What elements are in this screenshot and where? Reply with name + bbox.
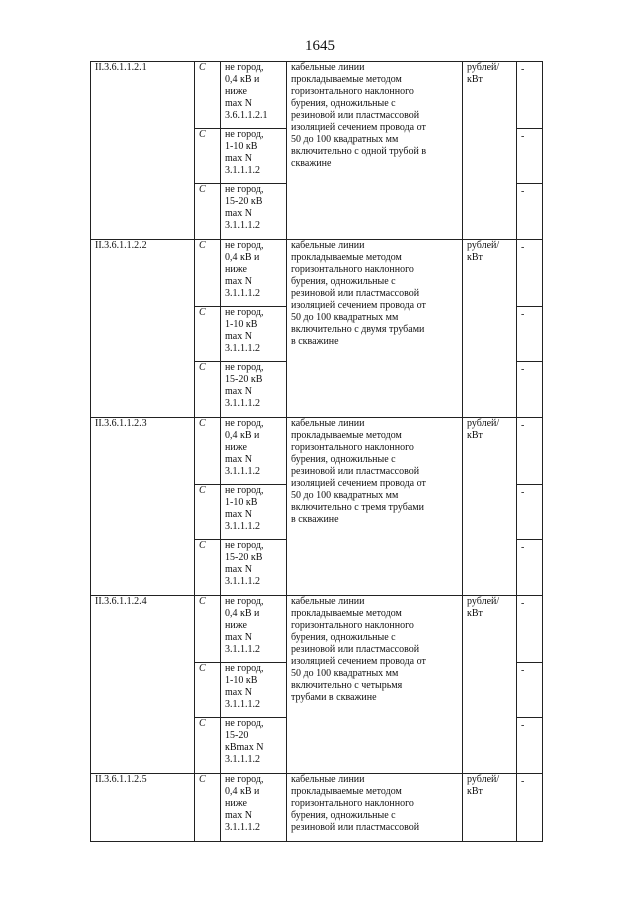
table-row — [91, 596, 543, 663]
description-line: трубами в скважине — [291, 692, 377, 703]
voltage-cell — [221, 540, 287, 596]
page-number: 1645 — [305, 38, 335, 54]
description-line: в скважине — [291, 336, 339, 347]
unit-cell — [463, 774, 517, 842]
voltage-line: ниже — [225, 86, 247, 97]
description-line: кабельные линии — [291, 596, 365, 607]
description-cell — [287, 596, 463, 774]
description-line: изоляцией сечением провода от — [291, 656, 426, 667]
description-line: горизонтального наклонного — [291, 264, 414, 275]
value-cell — [517, 418, 543, 485]
voltage-line: max N — [225, 331, 252, 342]
voltage-line: 1-10 кВ — [225, 497, 258, 508]
description-line: прокладываемые методом — [291, 786, 402, 797]
value-cell — [517, 596, 543, 663]
voltage-line: max N — [225, 386, 252, 397]
unit-cell — [463, 240, 517, 418]
description-line: прокладываемые методом — [291, 608, 402, 619]
description-line: бурения, одножильные с — [291, 810, 396, 821]
voltage-line: max N — [225, 810, 252, 821]
voltage-line: max N — [225, 454, 252, 465]
value-cell — [517, 62, 543, 129]
value-text: - — [521, 776, 525, 787]
unit-cell — [463, 596, 517, 774]
description-line: включительно с одной трубой в — [291, 146, 427, 157]
voltage-line: 0,4 кВ и — [225, 252, 260, 263]
category-cell: С — [195, 240, 221, 307]
description-line: горизонтального наклонного — [291, 798, 414, 809]
voltage-line: 0,4 кВ и — [225, 74, 260, 85]
voltage-cell — [221, 418, 287, 485]
category-cell: С — [195, 129, 221, 184]
voltage-line: max N — [225, 98, 252, 109]
value-text: - — [521, 131, 525, 142]
unit-line: рублей/ — [467, 418, 500, 429]
voltage-line: не город, — [225, 596, 264, 607]
category-cell: С — [195, 485, 221, 540]
description-line: прокладываемые методом — [291, 252, 402, 263]
voltage-line: max N — [225, 687, 252, 698]
description-line: резиновой или пластмассовой — [291, 110, 420, 121]
unit-line: рублей/ — [467, 596, 500, 607]
voltage-line: ниже — [225, 620, 247, 631]
voltage-line: не город, — [225, 718, 264, 729]
description-line: резиновой или пластмассовой — [291, 466, 420, 477]
voltage-line: 15-20 кВ — [225, 374, 263, 385]
voltage-line: не город, — [225, 184, 264, 195]
voltage-cell — [221, 184, 287, 240]
voltage-cell — [221, 362, 287, 418]
item-code: II.3.6.1.1.2.4 — [91, 596, 195, 774]
value-text: - — [521, 665, 525, 676]
unit-line: кВт — [467, 430, 483, 441]
description-line: прокладываемые методом — [291, 74, 402, 85]
description-line: кабельные линии — [291, 418, 365, 429]
voltage-cell — [221, 663, 287, 718]
value-cell — [517, 240, 543, 307]
description-line: 50 до 100 квадратных мм — [291, 668, 399, 679]
item-code: II.3.6.1.1.2.3 — [91, 418, 195, 596]
value-text: - — [521, 309, 525, 320]
voltage-line: 3.1.1.1.2 — [225, 398, 260, 409]
voltage-line: max N — [225, 153, 252, 164]
value-text: - — [521, 487, 525, 498]
value-cell — [517, 129, 543, 184]
value-text: - — [521, 598, 525, 609]
voltage-line: 3.1.1.1.2 — [225, 644, 260, 655]
description-line: 50 до 100 квадратных мм — [291, 134, 399, 145]
description-line: бурения, одножильные с — [291, 632, 396, 643]
voltage-line: 1-10 кВ — [225, 141, 258, 152]
voltage-line: 3.1.1.1.2 — [225, 699, 260, 710]
voltage-line: max N — [225, 509, 252, 520]
voltage-line: 3.1.1.1.2 — [225, 165, 260, 176]
value-cell — [517, 718, 543, 774]
voltage-line: не город, — [225, 307, 264, 318]
description-line: изоляцией сечением провода от — [291, 300, 426, 311]
description-line: бурения, одножильные с — [291, 98, 396, 109]
voltage-line: 1-10 кВ — [225, 319, 258, 330]
unit-line: кВт — [467, 786, 483, 797]
description-line: изоляцией сечением провода от — [291, 122, 426, 133]
voltage-line: max N — [225, 564, 252, 575]
value-text: - — [521, 242, 525, 253]
voltage-line: max N — [225, 208, 252, 219]
voltage-line: 0,4 кВ и — [225, 430, 260, 441]
voltage-line: не город, — [225, 774, 264, 785]
value-cell — [517, 184, 543, 240]
voltage-cell — [221, 718, 287, 774]
unit-line: рублей/ — [467, 240, 500, 251]
voltage-line: ниже — [225, 264, 247, 275]
voltage-cell — [221, 129, 287, 184]
voltage-line: 0,4 кВ и — [225, 608, 260, 619]
table-row — [91, 774, 543, 842]
voltage-line: не город, — [225, 418, 264, 429]
description-line: включительно с четырьмя — [291, 680, 403, 691]
voltage-line: ниже — [225, 798, 247, 809]
unit-cell — [463, 62, 517, 240]
category-cell: С — [195, 718, 221, 774]
voltage-line: 3.1.1.1.2 — [225, 220, 260, 231]
value-text: - — [521, 64, 525, 75]
item-code: II.3.6.1.1.2.5 — [91, 774, 195, 842]
description-line: бурения, одножильные с — [291, 276, 396, 287]
tariff-table-body — [91, 62, 543, 842]
voltage-line: не город, — [225, 129, 264, 140]
unit-line: рублей/ — [467, 62, 500, 73]
category-cell: С — [195, 184, 221, 240]
voltage-line: ниже — [225, 442, 247, 453]
voltage-line: не город, — [225, 362, 264, 373]
voltage-line: 15-20 — [225, 730, 249, 741]
category-cell: С — [195, 362, 221, 418]
value-cell — [517, 485, 543, 540]
description-line: горизонтального наклонного — [291, 86, 414, 97]
voltage-line: 15-20 кВ — [225, 196, 263, 207]
value-text: - — [521, 364, 525, 375]
category-cell: С — [195, 663, 221, 718]
voltage-cell — [221, 307, 287, 362]
voltage-line: 3.1.1.1.2 — [225, 466, 260, 477]
voltage-line: не город, — [225, 240, 264, 251]
unit-line: кВт — [467, 252, 483, 263]
description-line: 50 до 100 квадратных мм — [291, 312, 399, 323]
voltage-line: 3.1.1.1.2 — [225, 288, 260, 299]
voltage-cell — [221, 485, 287, 540]
description-line: кабельные линии — [291, 774, 365, 785]
voltage-line: 3.6.1.1.2.1 — [225, 110, 268, 121]
voltage-line: max N — [225, 632, 252, 643]
value-text: - — [521, 186, 525, 197]
voltage-line: не город, — [225, 663, 264, 674]
value-text: - — [521, 420, 525, 431]
tariff-table — [90, 61, 543, 842]
voltage-line: 3.1.1.1.2 — [225, 576, 260, 587]
description-cell — [287, 240, 463, 418]
category-cell: С — [195, 540, 221, 596]
voltage-cell — [221, 774, 287, 842]
voltage-line: 3.1.1.1.2 — [225, 521, 260, 532]
voltage-line: не город, — [225, 540, 264, 551]
value-text: - — [521, 720, 525, 731]
category-cell: С — [195, 307, 221, 362]
value-cell — [517, 362, 543, 418]
description-line: включительно с двумя трубами — [291, 324, 425, 335]
voltage-line: 3.1.1.1.2 — [225, 754, 260, 765]
description-cell — [287, 62, 463, 240]
voltage-line: не город, — [225, 62, 264, 73]
table-row — [91, 240, 543, 307]
description-line: включительно с тремя трубами — [291, 502, 424, 513]
voltage-line: 3.1.1.1.2 — [225, 343, 260, 354]
value-cell — [517, 540, 543, 596]
description-line: бурения, одножильные с — [291, 454, 396, 465]
unit-line: рублей/ — [467, 774, 500, 785]
description-line: прокладываемые методом — [291, 430, 402, 441]
description-line: 50 до 100 квадратных мм — [291, 490, 399, 501]
voltage-line: 15-20 кВ — [225, 552, 263, 563]
voltage-line: кВmax N — [225, 742, 264, 753]
description-line: в скважине — [291, 514, 339, 525]
category-cell: С — [195, 596, 221, 663]
description-line: горизонтального наклонного — [291, 442, 414, 453]
voltage-line: 0,4 кВ и — [225, 786, 260, 797]
voltage-cell — [221, 62, 287, 129]
category-cell: С — [195, 62, 221, 129]
voltage-line: 3.1.1.1.2 — [225, 822, 260, 833]
voltage-line: max N — [225, 276, 252, 287]
table-row — [91, 62, 543, 129]
value-cell — [517, 774, 543, 842]
description-line: кабельные линии — [291, 62, 365, 73]
value-text: - — [521, 542, 525, 553]
description-line: резиновой или пластмассовой — [291, 644, 420, 655]
description-line: изоляцией сечением провода от — [291, 478, 426, 489]
description-cell — [287, 418, 463, 596]
voltage-cell — [221, 240, 287, 307]
description-line: кабельные линии — [291, 240, 365, 251]
description-cell — [287, 774, 463, 842]
voltage-cell — [221, 596, 287, 663]
description-line: скважине — [291, 158, 332, 169]
unit-cell — [463, 418, 517, 596]
table-row — [91, 418, 543, 485]
value-cell — [517, 307, 543, 362]
description-line: горизонтального наклонного — [291, 620, 414, 631]
category-cell: С — [195, 418, 221, 485]
unit-line: кВт — [467, 608, 483, 619]
description-line: резиновой или пластмассовой — [291, 288, 420, 299]
voltage-line: 1-10 кВ — [225, 675, 258, 686]
voltage-line: не город, — [225, 485, 264, 496]
item-code: II.3.6.1.1.2.2 — [91, 240, 195, 418]
description-line: резиновой или пластмассовой — [291, 822, 420, 833]
item-code: II.3.6.1.1.2.1 — [91, 62, 195, 240]
value-cell — [517, 663, 543, 718]
category-cell: С — [195, 774, 221, 842]
unit-line: кВт — [467, 74, 483, 85]
